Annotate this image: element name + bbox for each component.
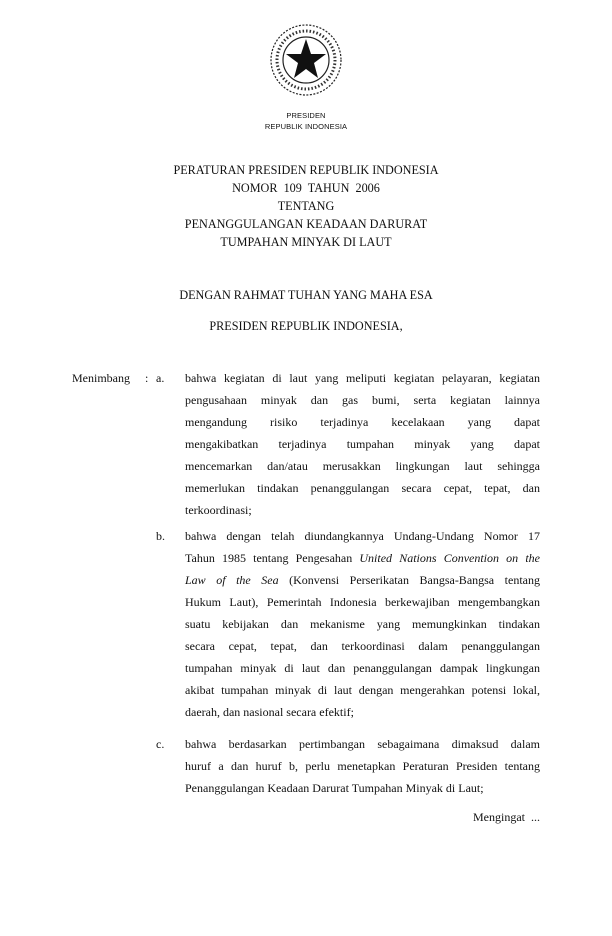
text-line: mengakibatkan terjadinya tumpahan minyak yang dapat — [185, 437, 540, 451]
text-line: mengandung risiko terjadinya kecelakaan yang dapat — [185, 415, 540, 429]
text-line — [185, 569, 540, 591]
consideration-item-a — [185, 367, 540, 521]
menimbang-colon: : — [145, 371, 149, 385]
title-tentang: TENTANG — [277, 199, 335, 213]
header-presiden: PRESIDEN — [286, 111, 326, 120]
italic-title: Law of the Sea — [185, 573, 279, 587]
text-line: mencemarkan dan/atau merusakkan lingkungan laut sehingga — [185, 459, 540, 473]
item-letter: b. — [156, 529, 165, 543]
item-letter: c. — [156, 737, 165, 751]
item-letter: a. — [156, 371, 165, 385]
garuda-star-emblem-icon — [268, 22, 344, 98]
text-line: terkoordinasi; — [185, 503, 252, 517]
menimbang-label: Menimbang — [72, 371, 130, 385]
continuation-marker: Mengingat ... — [473, 810, 540, 824]
text-line: memerlukan tindakan penanggulangan secara cepat, tepat, dan — [185, 481, 540, 495]
consideration-item-b — [185, 525, 540, 723]
title-number: NOMOR 109 TAHUN 2006 — [232, 181, 380, 195]
document-title — [0, 161, 612, 251]
text-line: daerah, dan nasional secara efektif; — [185, 705, 354, 719]
text-line: Penanggulangan Keadaan Darurat Tumpahan Minyak di Laut; — [185, 781, 484, 795]
preamble-line: PRESIDEN REPUBLIK INDONESIA, — [209, 319, 403, 333]
title-subject: PENANGGULANGAN KEADAAN DARURAT — [184, 217, 428, 231]
text-line — [185, 547, 540, 569]
title-line: PERATURAN PRESIDEN REPUBLIK INDONESIA — [173, 163, 439, 177]
text-line: bahwa dengan telah diundangkannya Undang-Undang Nomor 17 — [185, 529, 540, 543]
text-line: huruf a dan huruf b, perlu menetapkan Peraturan Presiden tentang — [185, 759, 540, 773]
text-line: bahwa kegiatan di laut yang meliputi kegiatan pelayaran, kegiatan — [185, 371, 540, 385]
text-segment: Tahun 1985 tentang Pengesahan — [185, 551, 360, 565]
text-line: akibat tumpahan minyak di laut dengan mengerahkan potensi lokal, — [185, 683, 540, 697]
preamble-line: DENGAN RAHMAT TUHAN YANG MAHA ESA — [179, 288, 433, 302]
consideration-item-c — [185, 733, 540, 799]
text-line: suatu kebijakan dan mekanisme yang memungkinkan tindakan — [185, 617, 540, 631]
title-subject: TUMPAHAN MINYAK DI LAUT — [220, 235, 392, 249]
text-line: secara cepat, tepat, dan terkoordinasi dalam penanggulangan — [185, 639, 540, 653]
text-line: tumpahan minyak di laut dan penanggulangan dampak lingkungan — [185, 661, 540, 675]
text-line: pengusahaan minyak dan gas bumi, serta kegiatan lainnya — [185, 393, 540, 407]
text-segment: (Konvensi Perserikatan Bangsa-Bangsa tentang — [278, 573, 540, 587]
header-republik-indonesia: REPUBLIK INDONESIA — [264, 122, 348, 131]
text-line: bahwa berdasarkan pertimbangan sebagaimana dimaksud dalam — [185, 737, 540, 751]
italic-title: United Nations Convention on the — [359, 551, 540, 565]
text-line: Hukum Laut), Pemerintah Indonesia berkewajiban mengembangkan — [185, 595, 540, 609]
